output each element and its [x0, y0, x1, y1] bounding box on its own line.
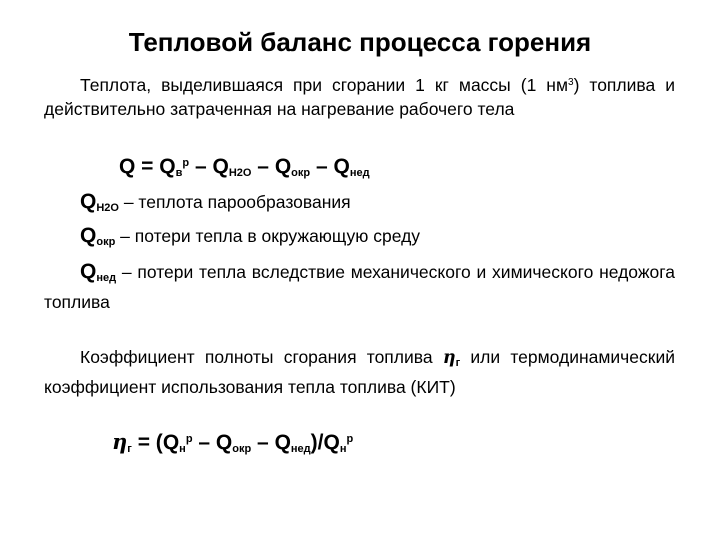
formula2-minus2: – [251, 431, 275, 454]
formula1-term4: Q [333, 155, 350, 178]
formula1-term2-sub: H2O [228, 167, 252, 179]
heat-balance-formula [119, 150, 370, 186]
eta-symbol: η [442, 348, 456, 368]
formula2-eta: η [112, 429, 128, 454]
formula2-eta-sub: г [127, 443, 132, 455]
formula2-term3-sub: нед [290, 443, 311, 455]
definition-symbol: Q [80, 260, 97, 283]
formula1-lhs: Q [119, 155, 136, 178]
coef-text-start: Коэффициент полноты сгорания топлива [80, 347, 443, 367]
intro-text-end: ) топлива и действительно затраченная на нагревание рабочего тела [44, 75, 675, 119]
formula1-term4-sub: нед [349, 167, 370, 179]
slide-title: Тепловой баланс процесса горения [128, 27, 592, 57]
definition-symbol: Q [80, 224, 97, 247]
definition-symbol: Q [80, 190, 97, 213]
formula2-term2: Q [215, 431, 233, 454]
definition-text: – потери тепла в окружающую среду [115, 226, 421, 246]
formula1-term3: Q [274, 155, 292, 178]
formula2-term1-sub: н [179, 443, 186, 455]
definition-text: – теплота парообразования [118, 192, 351, 212]
definition-q-okr [80, 224, 420, 254]
formula2-eq: = ( [131, 431, 163, 454]
definition-subscript: нед [96, 272, 117, 284]
definition-q-ned [44, 260, 675, 314]
formula1-eq: = [135, 155, 160, 178]
intro-text-start: Теплота, выделившаяся при сгорании 1 кг массы (1 нм [80, 75, 568, 95]
formula2-term4: Q [323, 431, 340, 454]
formula1-term1: Q [159, 155, 176, 178]
efficiency-formula [112, 426, 353, 462]
formula1-minus1: – [189, 155, 213, 178]
formula1-term2: Q [212, 155, 229, 178]
definition-subscript: H2O [96, 202, 119, 214]
eta-subscript: г [455, 357, 461, 369]
definition-subscript: окр [96, 236, 116, 248]
formula2-term3: Q [274, 431, 291, 454]
formula2-term4-sub: н [339, 443, 347, 455]
coef-text-end: или термодинамический коэффициент использования тепла топлива (КИТ) [44, 347, 675, 397]
definition-q-h2o [80, 190, 351, 220]
formula1-term3-sub: окр [291, 167, 311, 179]
definition-text: – потери тепла вследствие механического и химического недожога топлива [44, 262, 675, 312]
coefficient-paragraph [44, 345, 675, 399]
formula2-term1: Q [162, 431, 180, 454]
formula1-minus3: – [310, 155, 334, 178]
formula2-term2-sub: окр [232, 443, 252, 455]
formula2-term4-sup: р [346, 433, 354, 445]
formula2-minus1: – [192, 431, 216, 454]
formula2-close: )/ [310, 431, 324, 454]
formula2-term1-sup: р [185, 433, 193, 445]
formula1-term1-sub: в [175, 167, 183, 179]
formula1-minus2: – [251, 155, 275, 178]
formula1-term1-sup: р [182, 157, 190, 169]
intro-superscript: 3 [568, 77, 574, 88]
intro-paragraph [44, 71, 675, 121]
